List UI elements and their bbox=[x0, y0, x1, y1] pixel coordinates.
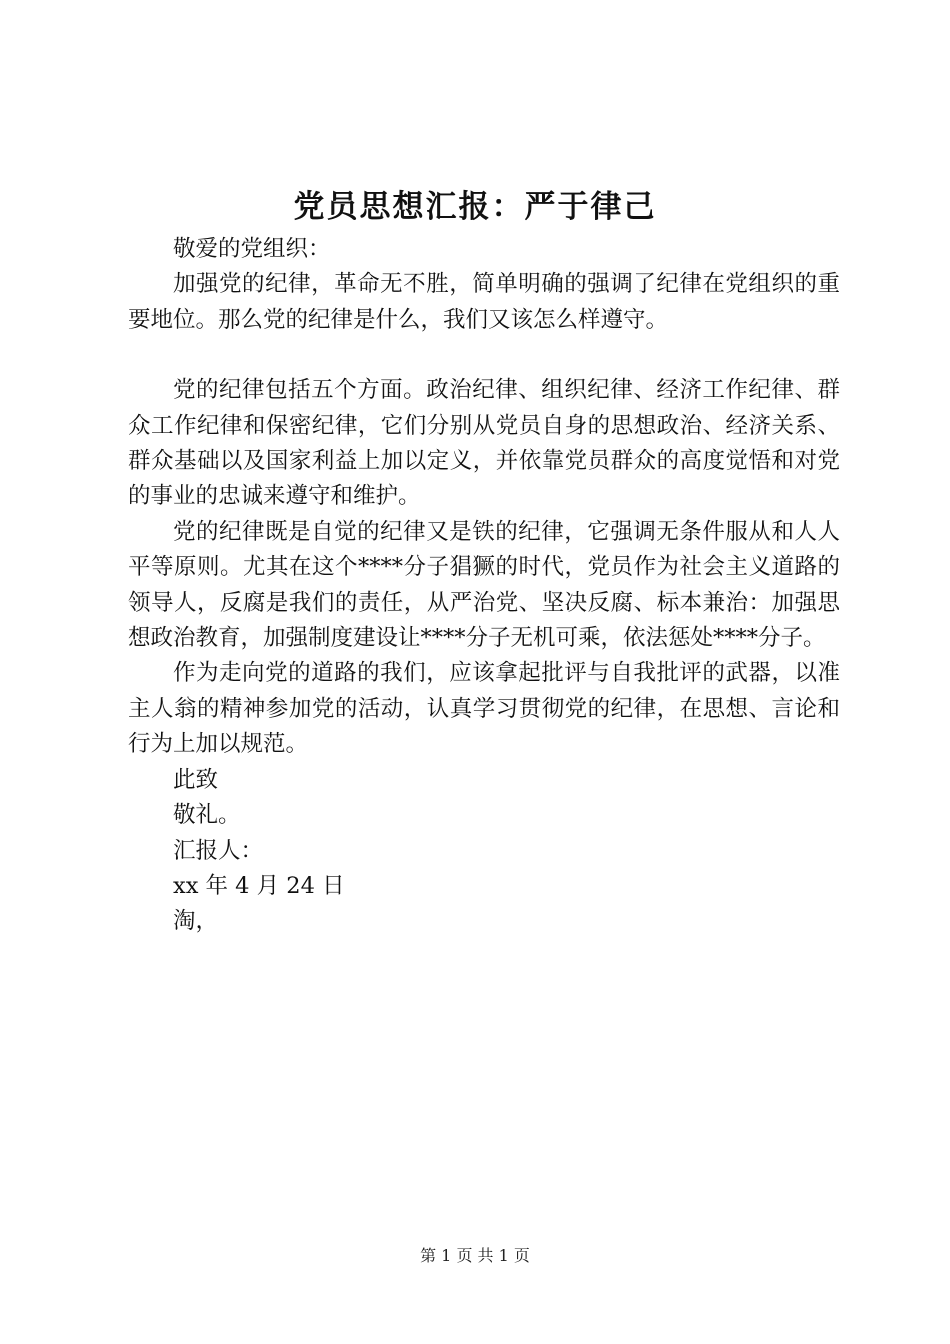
paragraph-1: 加强党的纪律，革命无不胜，简单明确的强调了纪律在党组织的重要地位。那么党的纪律是什么，我们又该怎么样遵守。 bbox=[128, 271, 840, 333]
closing-line-1: 此致 bbox=[173, 766, 219, 793]
closing-line-2: 敬礼。 bbox=[173, 802, 241, 829]
salutation: 敬爱的党组织： bbox=[173, 236, 331, 262]
document-body bbox=[128, 232, 840, 940]
report-date: xx 年 4 月 24 日 bbox=[173, 872, 345, 899]
reporter-label: 汇报人： bbox=[173, 837, 264, 864]
page-footer: 第 1 页 共 1 页 bbox=[420, 1246, 530, 1265]
document-title: 党员思想汇报：严于律己 bbox=[293, 189, 657, 225]
paragraph-2: 党的纪律包括五个方面。政治纪律、组织纪律、经济工作纪律、群众工作纪律和保密纪律，它们分别从党员自身的思想政治、经济关系、群众基础以及国家利益上加以定义，并依靠党员群众的高度觉悟和对党的事业的忠诚来遵守和维护。 bbox=[128, 377, 840, 510]
paragraph-3: 党的纪律既是自觉的纪律又是铁的纪律，它强调无条件服从和人人平等原则。尤其在这个****分子猖獗的时代，党员作为社会主义道路的领导人，反腐是我们的责任，从严治党、坚决反腐、标本兼治：加强思想政治教育，加强制度建设让****分子无机可乘，依法惩处****分子。 bbox=[128, 518, 840, 652]
paragraph-4: 作为走向党的道路的我们，应该拿起批评与自我批评的武器，以准主人翁的精神参加党的活动，认真学习贯彻党的纪律，在思想、言论和行为上加以规范。 bbox=[128, 660, 840, 758]
trailing-text: 淘， bbox=[173, 908, 219, 935]
